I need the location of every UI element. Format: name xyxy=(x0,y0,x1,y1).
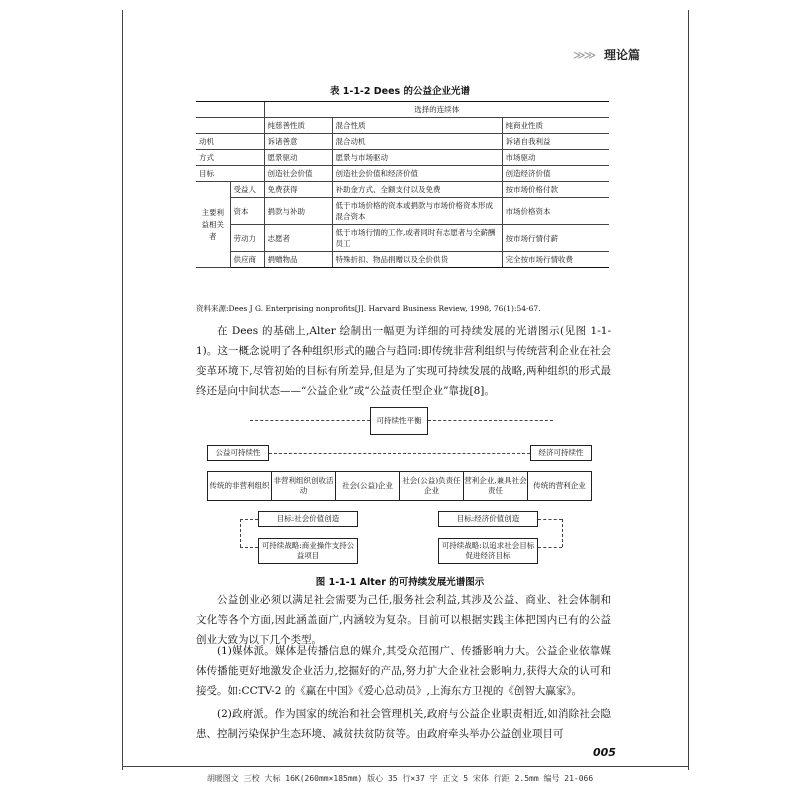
right-margin-line xyxy=(688,10,689,770)
dashed-connector xyxy=(240,519,241,547)
spectrum-cell: 社会(公益)企业 xyxy=(335,471,400,501)
row-label: 供应商 xyxy=(230,252,264,268)
paragraph: 公益创业必须以满足社会需要为己任,服务社会利益,其涉及公益、商业、社会体制和文化等各个方面,因此涵盖面广,内涵较为复杂。目前可以根据实践主体把国内已有的公益创业大致为以下几个类型。 xyxy=(196,594,611,646)
row-label: 受益人 xyxy=(230,182,264,198)
table-cell: 市场价格资本 xyxy=(502,198,609,225)
table-row xyxy=(196,166,609,182)
table-cell: 补助金方式、全额支付以及免费 xyxy=(332,182,502,198)
table-row xyxy=(196,252,609,268)
left-sustainability-label: 公益可持续性 xyxy=(207,445,269,461)
goal-left-box: 目标:社会价值创造 xyxy=(258,511,358,527)
chevron-icon: ≫≫ xyxy=(573,48,595,62)
balance-box: 可持续性平衡 xyxy=(370,407,428,435)
table-cell: 诉诸自我利益 xyxy=(502,134,609,150)
left-margin-line xyxy=(122,10,123,770)
right-sustainability-label: 经济可持续性 xyxy=(530,445,592,461)
dashed-connector xyxy=(269,453,530,454)
table-cell: 愿景驱动 xyxy=(264,150,332,166)
table-cell: 捐款与补助 xyxy=(264,198,332,225)
row-label: 方式 xyxy=(196,150,264,166)
row-label: 劳动力 xyxy=(230,225,264,252)
table-caption: 表 1-1-2 Dees 的公益企业光谱 xyxy=(329,86,471,97)
strategy-left-box: 可持续战略:商业操作支持公益项目 xyxy=(258,538,358,564)
table-cell: 创造社会价值和经济价值 xyxy=(332,166,502,182)
table-cell: 捐赠物品 xyxy=(264,252,332,268)
table-cell: 愿景与市场驱动 xyxy=(332,150,502,166)
paragraph: 在 Dees 的基础上,Alter 绘制出一幅更为详细的可持续发展的光谱图示(见图 1-1-1)。这一概念说明了各种组织形式的融合与趋同:即传统非营利组织与传统营利企业在社会变革环境下,尽管初始的目标有所差异,但是为了实现可持续发展的战略,两种组织的形式最终还是向中间状态——“公益企业”或“公益责任型企业”靠拢[8]。 xyxy=(196,325,611,397)
col-header: 混合性质 xyxy=(332,118,502,134)
page-number: 005 xyxy=(593,746,616,759)
spectrum-cell: 营利企业,兼具社会责任 xyxy=(463,471,528,501)
table-cell: 创造经济价值 xyxy=(502,166,609,182)
row-label: 目标 xyxy=(196,166,264,182)
dashed-connector xyxy=(240,547,258,548)
spectrum-cell: 社会(公益)负责任企业 xyxy=(399,471,464,501)
dashed-connector xyxy=(250,420,370,421)
row-label: 动机 xyxy=(196,134,264,150)
strategy-right-box: 可持续战略:以追求社会目标促进经济目标 xyxy=(438,538,538,564)
table-cell: 按市场价格付款 xyxy=(502,182,609,198)
table-cell: 低于市场行情的工作,或者同时有志愿者与全薪酬员工 xyxy=(332,225,502,252)
dashed-connector xyxy=(538,519,562,520)
table-cell: 低于市场价格的资本或捐款与市场价格资本形成混合资本 xyxy=(332,198,502,225)
spectrum-cell: 传统的非营利组织 xyxy=(207,471,272,501)
table-cell: 完全按市场行情收费 xyxy=(502,252,609,268)
row-label: 资本 xyxy=(230,198,264,225)
table-cell: 市场驱动 xyxy=(502,150,609,166)
table-cell: 特殊折扣、物品捐赠以及全价供货 xyxy=(332,252,502,268)
table-cell: 创造社会价值 xyxy=(264,166,332,182)
table-cell: 志愿者 xyxy=(264,225,332,252)
dashed-connector xyxy=(428,420,553,421)
print-footer: 胡暖图文 三校 大标 16K(260mm×185mm) 版心 35 行×37 字 正文 5 宋体 行距 2.5mm 编号 21-066 xyxy=(206,774,594,783)
dashed-connector xyxy=(538,547,562,548)
table-cell: 混合动机 xyxy=(332,134,502,150)
col-header: 纯慈善性质 xyxy=(264,118,332,134)
table-cell: 免费获得 xyxy=(264,182,332,198)
table-row xyxy=(196,198,609,225)
running-header xyxy=(573,46,640,63)
dashed-connector xyxy=(240,519,258,520)
table-row xyxy=(196,225,609,252)
table-row xyxy=(196,150,609,166)
table-cell: 诉诸善意 xyxy=(264,134,332,150)
table-cell: 按市场行情付薪 xyxy=(502,225,609,252)
table-row xyxy=(196,134,609,150)
paragraph: (2)政府派。作为国家的统治和社会管理机关,政府与公益企业职责相近,如消除社会隐患、控制污染保护生态环境、减贫扶贫防贫等。由政府牵头举办公益创业项目可 xyxy=(196,708,611,740)
bottom-rule xyxy=(122,766,689,767)
table-source: 资料来源:Dees J G. Enterprising nonprofits[J]. Harvard Business Review, 1998, 76(1):54-67. xyxy=(196,304,541,313)
table-row xyxy=(196,182,609,198)
spectrum-table xyxy=(196,101,609,268)
paragraph: (1)媒体派。媒体是传播信息的媒介,其受众范围广、传播影响力大。公益企业依靠媒体传播能更好地激发企业活力,挖掘好的产品,努力扩大企业社会影响力,获得大众的认可和接受。如:CCTV-2 的《赢在中国》《爱心总动员》,上海东方卫视的《创智大赢家》。 xyxy=(196,645,611,697)
group-label: 主要利益相关者 xyxy=(196,182,230,268)
dashed-connector xyxy=(562,519,563,547)
continuum-header: 选择的连续体 xyxy=(264,102,609,118)
spectrum-cell: 传统的营利企业 xyxy=(527,471,592,501)
spectrum-cell: 非营利组织创收活动 xyxy=(271,471,336,501)
goal-right-box: 目标:经济价值创造 xyxy=(438,511,538,527)
section-title: 理论篇 xyxy=(603,48,640,62)
figure-caption: 图 1-1-1 Alter 的可持续发展光谱图示 xyxy=(315,577,485,588)
col-header: 纯商业性质 xyxy=(502,118,609,134)
